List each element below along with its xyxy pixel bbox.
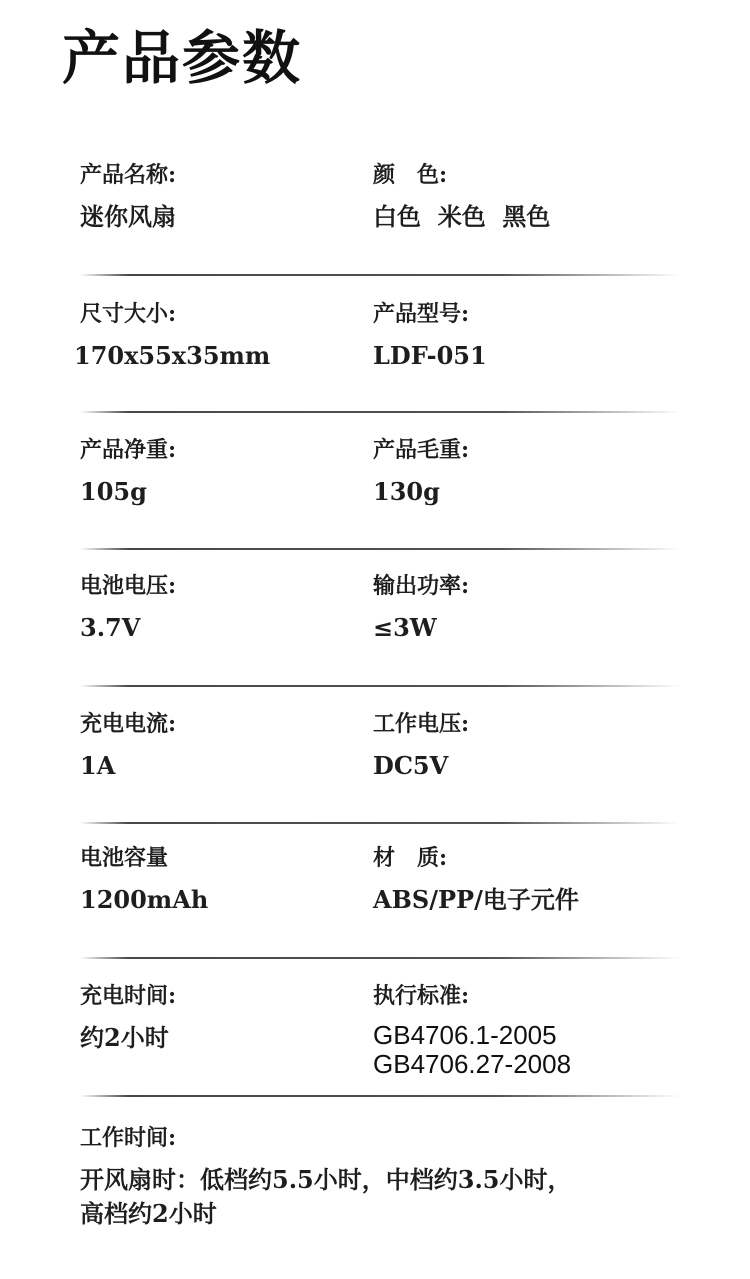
page-title: 产品参数 [62,24,303,92]
divider [80,685,680,687]
spec-value: 迷你风扇 [80,202,176,231]
spec-label: 充电电流: [80,711,177,737]
spec-value: 3.7V [80,613,141,642]
spec-item-battery-capacity [80,843,380,915]
divider [80,1095,680,1097]
spec-item-net-weight [80,435,380,507]
spec-value: 105g [80,477,147,506]
divider [80,411,680,413]
spec-label: 材 质: [373,845,448,871]
spec-value: ≤3W [373,613,437,642]
spec-label: 工作时间: [80,1125,177,1151]
spec-value: LDF-051 [373,341,487,370]
spec-item-working-voltage [373,709,673,781]
spec-item-charge-time [80,981,380,1053]
spec-item-gross-weight [373,435,673,507]
spec-value: ABS/PP/电子元件 [373,885,579,914]
spec-item-product-name [80,160,380,232]
spec-item-size [74,299,374,371]
spec-label: 产品毛重: [373,437,470,463]
spec-label: 工作电压: [373,711,470,737]
spec-item-charge-current [80,709,380,781]
standard-line: GB4706.1-2005 [373,1020,557,1050]
spec-label: 充电时间: [80,983,177,1009]
spec-item-material [373,843,673,915]
spec-value: 1200mAh [80,885,209,914]
working-time-line: 开风扇时：低档约5.5小时，中档约3.5小时， [80,1165,572,1194]
divider [80,822,680,824]
spec-value [80,1163,680,1231]
spec-item-standard [373,981,673,1079]
spec-value: 约2小时 [80,1023,169,1052]
standard-line: GB4706.27-2008 [373,1049,572,1079]
spec-item-color [373,160,673,232]
divider [80,957,680,959]
spec-value: 1A [80,751,116,780]
working-time-line: 高档约2小时 [80,1199,217,1228]
spec-label: 电池电压: [80,573,177,599]
divider [80,548,680,550]
spec-item-output-power [373,571,673,643]
spec-label: 产品净重: [80,437,177,463]
spec-label: 颜 色: [373,162,448,188]
divider [80,274,680,276]
spec-item-battery-voltage [80,571,380,643]
spec-item-working-time [80,1123,680,1231]
spec-label: 电池容量 [80,845,169,871]
spec-value: 白色 米色 黑色 [373,202,551,231]
spec-value: 170x55x35mm [74,341,271,370]
spec-item-model [373,299,673,371]
spec-label: 执行标准: [373,983,470,1009]
spec-value [373,1021,673,1079]
spec-label: 产品型号: [373,301,470,327]
spec-label: 输出功率: [373,573,470,599]
spec-label: 产品名称: [80,162,177,188]
spec-value: DC5V [373,751,449,780]
spec-value: 130g [373,477,440,506]
spec-label: 尺寸大小: [80,301,177,327]
